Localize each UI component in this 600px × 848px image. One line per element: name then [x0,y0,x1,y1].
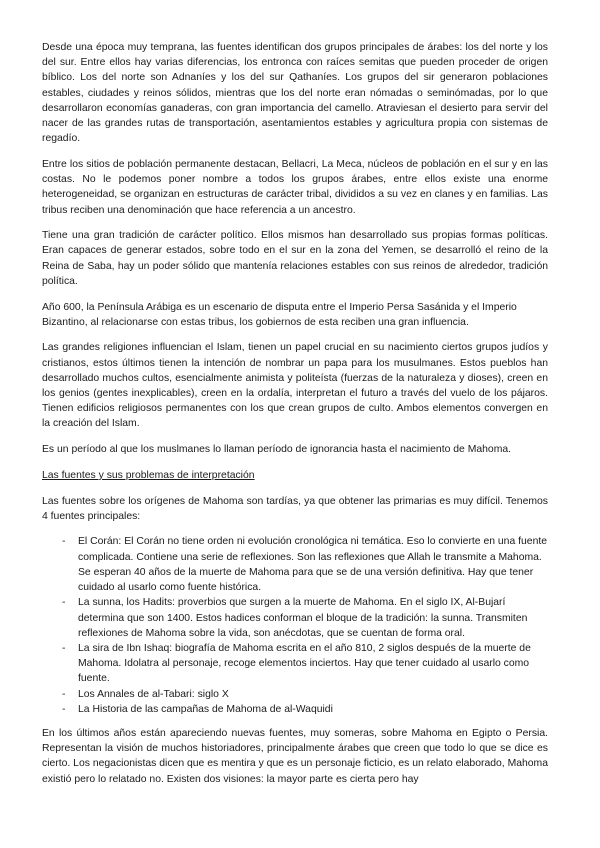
list-item: - Los Annales de al-Tabari: siglo X [42,687,548,702]
section-heading-sources: Las fuentes y sus problemas de interpretación [42,469,255,481]
paragraph-religions: Las grandes religiones influencian el Islam, tienen un papel crucial en su nacimiento ciertos grupos judíos y cristianos, estos últimos tienen la intención de nombrar un papa para los musulmanes. Estos pueblos han desarrollado muchos cultos, esencialmente animista y politeísta (fuerzas de la naturaleza y dioses), creen en los genios (gentes inexplicables), creen en la ordalía, interpretan el futuro a través del vuelo de los pájaros. Tienen edificios religiosos permanentes con los que crean grupos de culto. Ambos elementos convergen en la creación del Islam. [42,342,548,430]
paragraph-ignorance-period: Es un período al que los muslmanes lo llaman período de ignorancia hasta el nacimiento de Mahoma. [42,444,512,456]
list-item: - El Corán: El Corán no tiene orden ni evolución cronológica ni temática. Eso lo convierte en una fuente complicada. Contiene una serie de reflexiones. Son las reflexiones que Allah le transmite a Mahoma. Se esperan 40 años de la muerte de Mahoma para que se de una versión definitiva. Hay que tener cuidado al usarlo como fuente histórica. [42,534,548,595]
list-item: - La sunna, los Hadits: proverbios que surgen a la muerte de Mahoma. En el siglo IX, Al-Bujarí determina que son 1400. Estos hadices conforman el bloque de la tradición: la sunna. Transmiten reflexiones de Mahoma sobre la vida, son anécdotas, que se cuentan de forma oral. [42,595,548,641]
paragraph-political-tradition: Tiene una gran tradición de carácter político. Ellos mismos han desarrollado sus propias formas políticas. Eran capaces de generar estados, sobre todo en el sur en la zona del Yemen, se desarrolló el reino de la Reina de Saba, hay un poder sólido que mantenía relaciones estables con sus reinos de alrededor, tradición política. [42,230,548,287]
list-item: - La sira de Ibn Ishaq: biografía de Mahoma escrita en el año 810, 2 siglos después de la muerte de Mahoma. Idolatra al personaje, recoge elementos inciertos. Hay que tener cuidado al usarlo como fuente. [42,641,548,687]
list-item: - La Historia de las campañas de Mahoma de al-Waquidi [42,702,548,717]
sources-list [42,534,548,716]
paragraph-year-600: Año 600, la Península Arábiga es un escenario de disputa entre el Imperio Persa Sasánida y el Imperio Bizantino, al relacionarse con estas tribus, los gobiernos de esta reciben una gran influencia. [42,301,517,328]
paragraph-sources-intro: Las fuentes sobre los orígenes de Mahoma son tardías, ya que obtener las primarias es muy difícil. Tenemos 4 fuentes principales: [42,495,548,522]
paragraph-arab-groups: Desde una época muy temprana, las fuentes identifican dos grupos principales de árabes: los del norte y los del sur. Entre ellos hay varias diferencias, los entronca con raíces semitas que pueden proceder de origen bíblico. Los del norte son Adnaníes y los del sur Qathaníes. Los grupos del sir generaron poblaciones estables, ciudades y reinos sólidos, mientras que los del norte eran nómadas o seminómadas, por lo que desarrollaron economías ganaderas, con gran importancia del camello. Atraviesan el desierto para servir del nacer de las grandes rutas de transportación, asentamientos estables y agricultura propia con sistemas de regadío. [42,42,548,145]
paragraph-settlements: Entre los sitios de población permanente destacan, Bellacri, La Meca, núcleos de población en el sur y en las costas. No le podemos poner nombre a todos los grupos árabes, entre ellos existe una enorme heterogeneidad, se organizan en estructuras de carácter tribal, divididos a su vez en clanes y en familias. Las tribus reciben una denominación que hace referencia a un ancestro. [42,158,548,216]
paragraph-new-sources: En los últimos años están apareciendo nuevas fuentes, muy someras, sobre Mahoma en Egipto o Persia. Representan la visión de muchos historiadores, principalmente árabes que creen que todo lo que se dice es cierto. Los negacionistas dicen que es mentira y que es un personaje ficticio, es un relato elaborado, Mahoma existió pero lo relatado no. Existen dos visiones: la mayor parte es cierta pero hay [42,727,548,785]
